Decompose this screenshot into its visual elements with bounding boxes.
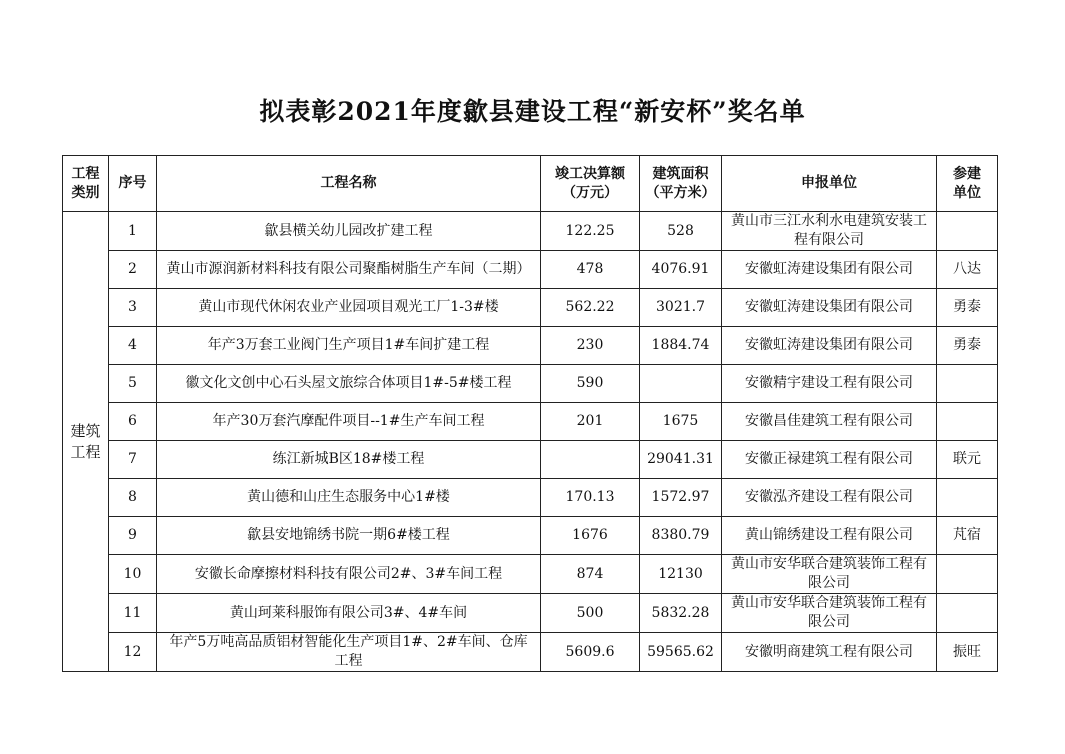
cost-cell: 590: [541, 365, 640, 403]
project-name-cell: 歙县横关幼儿园改扩建工程: [157, 212, 541, 251]
applicant-cell: 安徽虹涛建设集团有限公司: [722, 289, 937, 327]
cost-cell: [541, 441, 640, 479]
project-name-cell: 安徽长命摩擦材料科技有限公司2#、3#车间工程: [157, 555, 541, 594]
area-cell: 59565.62: [640, 633, 722, 672]
cost-cell: 5609.6: [541, 633, 640, 672]
area-cell: 528: [640, 212, 722, 251]
table-row: [63, 517, 998, 555]
project-name-cell: 黄山市源润新材料科技有限公司聚酯树脂生产车间（二期）: [157, 251, 541, 289]
index-cell: 7: [109, 441, 157, 479]
participant-cell: 八达: [937, 251, 998, 289]
area-cell: 12130: [640, 555, 722, 594]
cost-cell: 500: [541, 594, 640, 633]
index-cell: 8: [109, 479, 157, 517]
award-table: [62, 155, 998, 672]
index-cell: 9: [109, 517, 157, 555]
index-cell: 12: [109, 633, 157, 672]
applicant-cell: 安徽虹涛建设集团有限公司: [722, 251, 937, 289]
area-cell: 1884.74: [640, 327, 722, 365]
header-applicant: 申报单位: [722, 156, 937, 212]
index-cell: 3: [109, 289, 157, 327]
participant-cell: [937, 479, 998, 517]
applicant-cell: 黄山市安华联合建筑装饰工程有限公司: [722, 555, 937, 594]
applicant-cell: 安徽虹涛建设集团有限公司: [722, 327, 937, 365]
participant-cell: [937, 403, 998, 441]
table-body: [63, 212, 998, 672]
table-row: [63, 479, 998, 517]
applicant-cell: 安徽明商建筑工程有限公司: [722, 633, 937, 672]
index-cell: 6: [109, 403, 157, 441]
participant-cell: 勇泰: [937, 327, 998, 365]
table-row: [63, 365, 998, 403]
table-row: [63, 251, 998, 289]
index-cell: 4: [109, 327, 157, 365]
project-name-cell: 黄山珂莱科服饰有限公司3#、4#车间: [157, 594, 541, 633]
index-cell: 5: [109, 365, 157, 403]
participant-cell: 联元: [937, 441, 998, 479]
area-cell: 4076.91: [640, 251, 722, 289]
header-project-name: 工程名称: [157, 156, 541, 212]
index-cell: 2: [109, 251, 157, 289]
participant-cell: [937, 555, 998, 594]
project-name-cell: 歙县安地锦绣书院一期6#楼工程: [157, 517, 541, 555]
table-row: [63, 327, 998, 365]
project-name-cell: 徽文化文创中心石头屋文旅综合体项目1#-5#楼工程: [157, 365, 541, 403]
area-cell: 1572.97: [640, 479, 722, 517]
index-cell: 1: [109, 212, 157, 251]
table-row: [63, 212, 998, 251]
participant-cell: 振旺: [937, 633, 998, 672]
index-cell: 11: [109, 594, 157, 633]
applicant-cell: 安徽泓齐建设工程有限公司: [722, 479, 937, 517]
cost-cell: 201: [541, 403, 640, 441]
cost-cell: 1676: [541, 517, 640, 555]
table-row: [63, 403, 998, 441]
applicant-cell: 安徽昌佳建筑工程有限公司: [722, 403, 937, 441]
participant-cell: [937, 212, 998, 251]
project-name-cell: 年产5万吨高品质铝材智能化生产项目1#、2#车间、仓库工程: [157, 633, 541, 672]
index-cell: 10: [109, 555, 157, 594]
cost-cell: 562.22: [541, 289, 640, 327]
cost-cell: 122.25: [541, 212, 640, 251]
table-row: [63, 441, 998, 479]
header-index: 序号: [109, 156, 157, 212]
table-row: [63, 289, 998, 327]
project-name-cell: 练江新城B区18#楼工程: [157, 441, 541, 479]
applicant-cell: 安徽精宇建设工程有限公司: [722, 365, 937, 403]
project-name-cell: 年产30万套汽摩配件项目--1#生产车间工程: [157, 403, 541, 441]
category-cell: 建筑 工程: [63, 212, 109, 672]
area-cell: 1675: [640, 403, 722, 441]
header-participant: 参建 单位: [937, 156, 998, 212]
applicant-cell: 安徽正禄建筑工程有限公司: [722, 441, 937, 479]
cost-cell: 170.13: [541, 479, 640, 517]
area-cell: 8380.79: [640, 517, 722, 555]
area-cell: 29041.31: [640, 441, 722, 479]
cost-cell: 230: [541, 327, 640, 365]
table-row: [63, 594, 998, 633]
applicant-cell: 黄山市三江水利水电建筑安装工程有限公司: [722, 212, 937, 251]
project-name-cell: 黄山市现代休闲农业产业园项目观光工厂1-3#楼: [157, 289, 541, 327]
area-cell: 5832.28: [640, 594, 722, 633]
header-area: 建筑面积 （平方米）: [640, 156, 722, 212]
applicant-cell: 黄山锦绣建设工程有限公司: [722, 517, 937, 555]
table-header-row: [63, 156, 998, 212]
participant-cell: 芃宿: [937, 517, 998, 555]
area-cell: 3021.7: [640, 289, 722, 327]
page-title: 拟表彰2021年度歙县建设工程“新安杯”奖名单: [259, 97, 806, 126]
participant-cell: [937, 365, 998, 403]
area-cell: [640, 365, 722, 403]
header-category: 工程 类别: [63, 156, 109, 212]
project-name-cell: 年产3万套工业阀门生产项目1#车间扩建工程: [157, 327, 541, 365]
cost-cell: 478: [541, 251, 640, 289]
cost-cell: 874: [541, 555, 640, 594]
header-cost: 竣工决算额 （万元）: [541, 156, 640, 212]
applicant-cell: 黄山市安华联合建筑装饰工程有限公司: [722, 594, 937, 633]
project-name-cell: 黄山德和山庄生态服务中心1#楼: [157, 479, 541, 517]
table-row: [63, 555, 998, 594]
participant-cell: [937, 594, 998, 633]
participant-cell: 勇泰: [937, 289, 998, 327]
table-row: [63, 633, 998, 672]
